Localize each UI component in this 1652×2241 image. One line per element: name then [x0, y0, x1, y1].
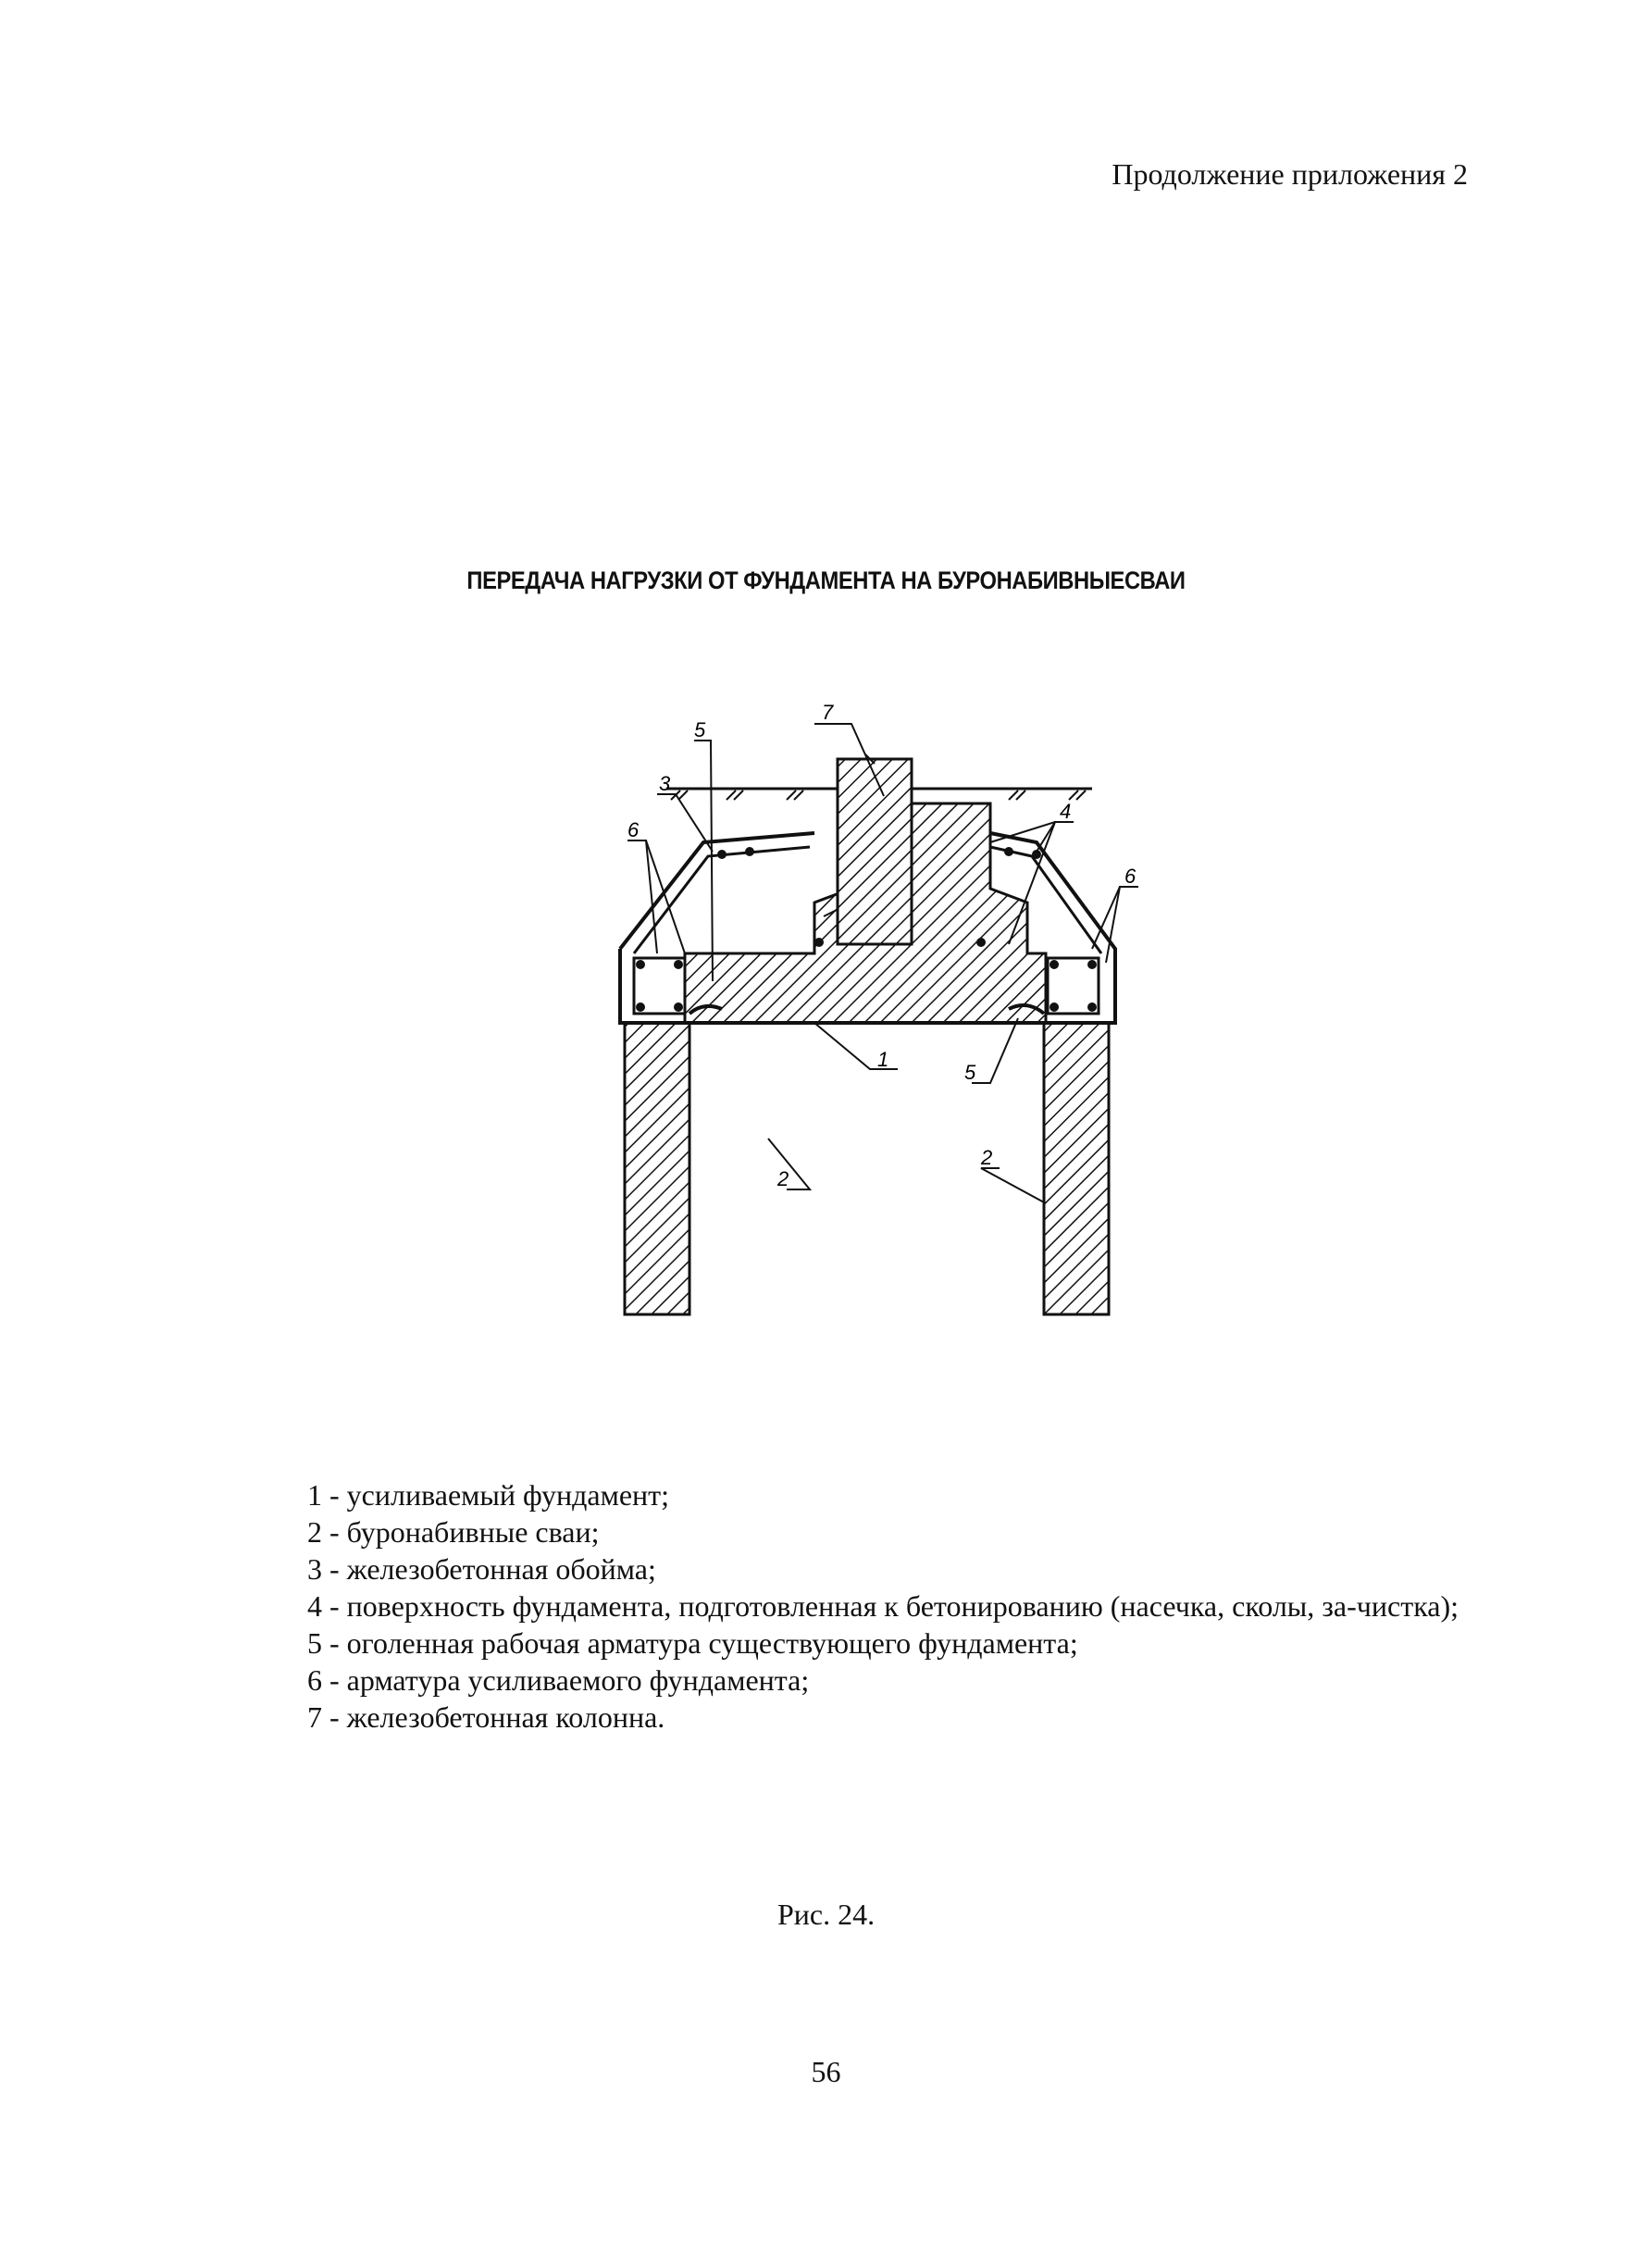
- figure-caption: Рис. 24.: [776, 1898, 876, 1931]
- label-5-top: 5: [694, 718, 706, 741]
- page-number: 56: [811, 2055, 841, 2088]
- page-header: Продолжение приложения 2: [1112, 157, 1468, 191]
- label-6-right: 6: [1124, 865, 1137, 888]
- label-2-left: 2: [777, 1167, 789, 1190]
- foundation-drawing: [602, 703, 1185, 1351]
- label-3: 3: [659, 772, 671, 795]
- foundation-diagram-svg: [602, 703, 1185, 1351]
- label-5-bottom: 5: [964, 1061, 976, 1084]
- label-2-right: 2: [981, 1146, 993, 1169]
- legend-item-2: 2 - буронабивные сваи;: [307, 1515, 600, 1549]
- column: [838, 759, 912, 944]
- label-4: 4: [1060, 800, 1072, 823]
- label-1: 1: [877, 1048, 889, 1071]
- legend-item-1: 1 - усиливаемый фундамент;: [307, 1478, 670, 1512]
- figure-title: ПЕРЕДАЧА НАГРУЗКИ ОТ ФУНДАМЕНТА НА БУРОНАБИВНЫЕСВАИ: [466, 566, 1186, 594]
- legend-item-4: 4 - поверхность фундамента, подготовленная к бетонированию (насечка, сколы, за-чистка);: [307, 1589, 1459, 1623]
- legend-item-7: 7 - железобетонная колонна.: [307, 1700, 665, 1734]
- legend-item-6: 6 - арматура усиливаемого фундамента;: [307, 1663, 810, 1697]
- legend-item-3: 3 - железобетонная обойма;: [307, 1552, 656, 1586]
- figure-legend: [307, 1476, 1473, 1736]
- legend-item-5: 5 - оголенная рабочая арматура существующего фундамента;: [307, 1626, 1078, 1660]
- pile-right: [1044, 1023, 1109, 1314]
- pile-left: [625, 1023, 689, 1314]
- label-6-left: 6: [627, 818, 640, 841]
- label-7: 7: [822, 703, 834, 724]
